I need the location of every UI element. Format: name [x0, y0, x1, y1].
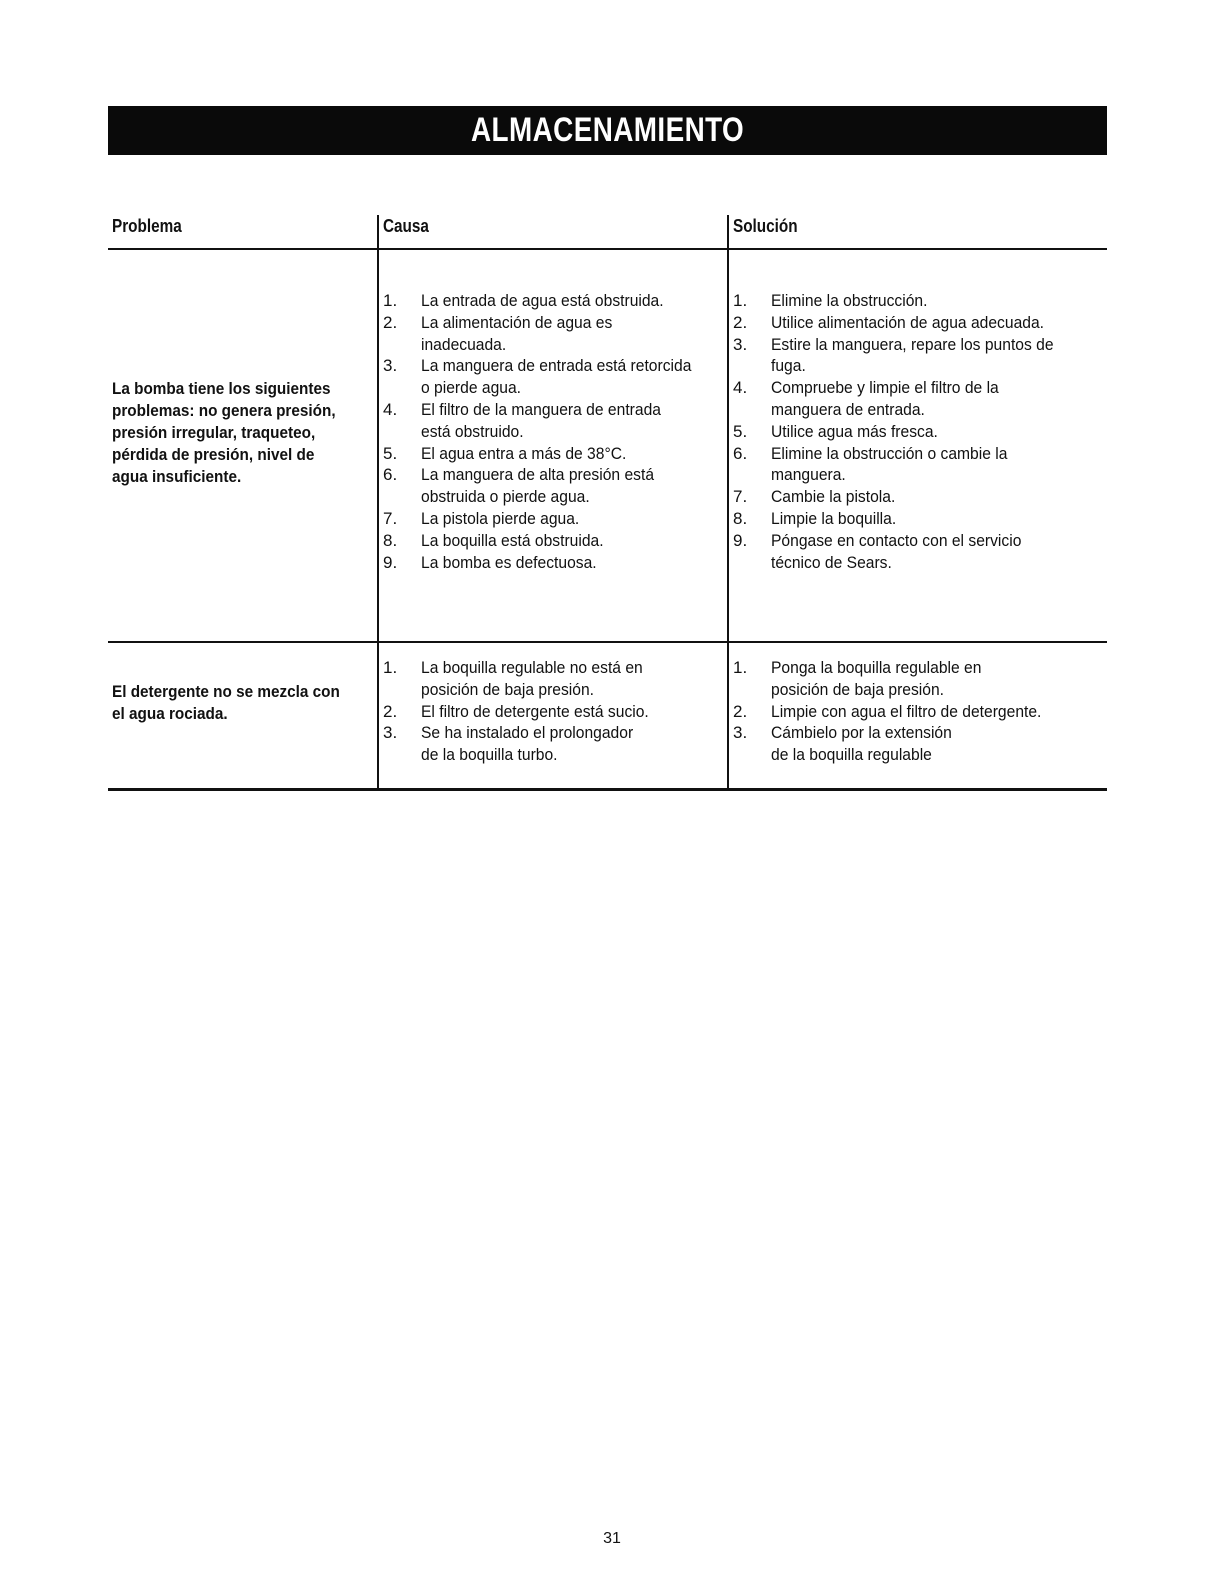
list-item: 9. La bomba es defectuosa. [383, 552, 597, 572]
title-banner [108, 106, 1107, 155]
header-divider [108, 248, 1107, 250]
cause-list-1 [383, 290, 723, 573]
column-divider-solution [727, 215, 729, 790]
list-item: 9. Póngase en contacto con el servicio técnico de Sears. [733, 530, 1022, 572]
list-item: 2. Limpie con agua el filtro de detergente. [733, 701, 1042, 721]
header-problem: Problema [112, 216, 182, 236]
page-number: 31 [603, 1530, 621, 1547]
solution-list-1 [733, 290, 1103, 573]
row-divider [108, 641, 1107, 643]
problem-1: La bomba tiene los siguientes problemas: no genera presión, presión irregular, traqueteo, pérdida de presión, nivel de agua insuficiente. [112, 379, 336, 486]
list-item: 1. Ponga la boquilla regulable en posición de baja presión. [733, 658, 982, 699]
list-item: 2. El filtro de detergente está sucio. [383, 701, 649, 721]
list-item: 5. Utilice agua más fresca. [733, 421, 938, 441]
solution-list-2 [733, 657, 1103, 766]
cause-list-2 [383, 657, 723, 766]
list-item: 7. La pistola pierde agua. [383, 508, 580, 528]
list-item: 2. Utilice alimentación de agua adecuada. [733, 312, 1045, 332]
list-item: 4. Compruebe y limpie el filtro de la manguera de entrada. [733, 378, 999, 419]
problem-2: El detergente no se mezcla con el agua rociada. [112, 682, 340, 723]
list-item: 3. Estire la manguera, repare los puntos de fuga. [733, 334, 1054, 376]
list-item: 7. Cambie la pistola. [733, 487, 896, 507]
list-item: 1. La boquilla regulable no está en posición de baja presión. [383, 658, 643, 699]
list-item: 3. Se ha instalado el prolongador de la boquilla turbo. [383, 723, 634, 765]
table-bottom-rule [108, 788, 1107, 791]
header-cause: Causa [383, 216, 429, 236]
table-header [108, 216, 1107, 248]
header-solution: Solución [733, 216, 798, 236]
list-item: 1. La entrada de agua está obstruida. [383, 291, 664, 310]
list-item: 8. La boquilla está obstruida. [383, 530, 604, 550]
list-item: 4. El filtro de la manguera de entrada está obstruido. [383, 399, 661, 441]
column-divider-cause [377, 215, 379, 790]
list-item: 6. La manguera de alta presión está obstruida o pierde agua. [383, 465, 655, 507]
list-item: 8. Limpie la boquilla. [733, 508, 897, 528]
list-item: 5. El agua entra a más de 38°C. [383, 443, 627, 463]
list-item: 1. Elimine la obstrucción. [733, 291, 928, 310]
list-item: 3. La manguera de entrada está retorcida o pierde agua. [383, 356, 692, 398]
list-item: 3. Cámbielo por la extensión de la boquilla regulable [733, 723, 952, 765]
page-title: ALMACENAMIENTO [470, 111, 745, 149]
list-item: 6. Elimine la obstrucción o cambie la manguera. [733, 443, 1008, 485]
list-item: 2. La alimentación de agua es inadecuada. [383, 312, 613, 354]
